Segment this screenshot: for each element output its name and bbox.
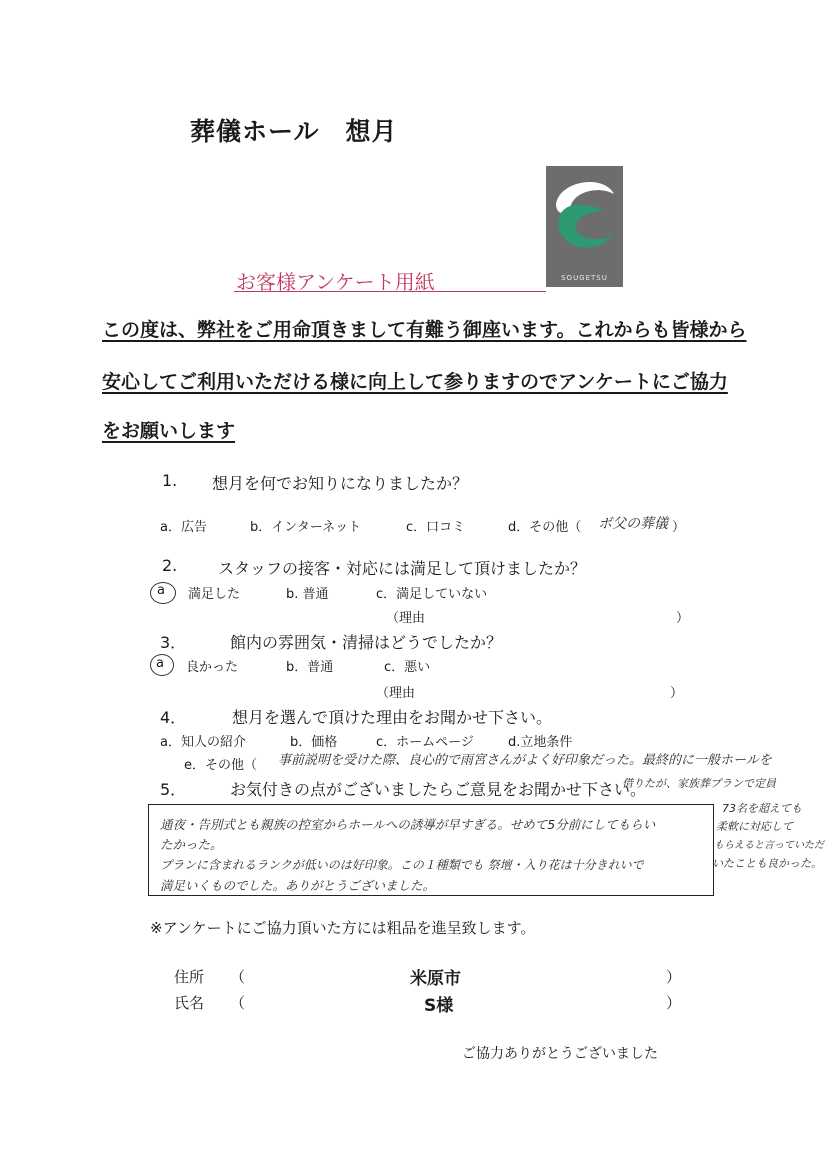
q2-number: 2. [162, 556, 178, 575]
q2-reason-label: （理由 [386, 611, 426, 626]
address-close: ） [666, 968, 682, 986]
q3-option-b[interactable]: b．普通 [286, 660, 334, 675]
q1-option-d[interactable]: d．その他（ [508, 520, 582, 535]
intro-line-1: この度は、弊社をご用命頂きまして有難う御座います。これからも皆様から [102, 319, 747, 341]
q4-option-b[interactable]: b．価格 [290, 735, 338, 750]
q4-number: 4． [160, 708, 187, 727]
name-value[interactable]: S様 [424, 996, 454, 1016]
q4-handwritten-continued: 借りたが、家族葬プランで定員 [622, 777, 776, 790]
q4-option-e[interactable]: e．その他（ [184, 758, 257, 773]
q3-text: 館内の雰囲気・清掃はどうでしたか？ [230, 633, 503, 652]
crescent-logo-icon [546, 166, 623, 287]
name-close: ） [666, 994, 682, 1012]
comment-line-1: 通夜・告別式とも親族の控室からホールへの誘導が早すぎる。せめて5分前にしてもらい [160, 817, 656, 832]
form-subtitle: お客様アンケート用紙 [236, 270, 435, 294]
q1-option-c[interactable]: c．口コミ [406, 520, 466, 535]
q3-option-a[interactable]: a [156, 656, 164, 671]
q4-text: 想月を選んで頂けた理由をお聞かせ下さい。 [232, 708, 553, 727]
intro-line-2: 安心してご利用いただける様に向上して参りますのでアンケートにご協力 [102, 371, 728, 393]
company-logo [546, 166, 623, 287]
comment-line-3: プランに含まれるランクが低いのは好印象。この１種類でも 祭壇・入り花は十分きれいで [160, 858, 644, 872]
q3-reason-close: ） [670, 686, 684, 701]
q1-text: 想月を何でお知りになりましたか？ [212, 474, 469, 493]
q5-text: お気付きの点がございましたらご意見をお聞かせ下さい。 [230, 780, 647, 799]
q3-option-a-label: 良かった [186, 660, 239, 675]
q4-option-c[interactable]: c．ホームページ [376, 735, 474, 750]
q3-reason-label: （理由 [376, 686, 416, 701]
name-open: （ [230, 994, 246, 1012]
logo-brand-text: SOUGETSU [561, 274, 608, 282]
address-label: 住所 [174, 968, 205, 986]
side-note-line-1: 73名を超えても [722, 802, 802, 815]
q2-option-a[interactable]: a [157, 583, 165, 598]
q5-number: 5． [160, 780, 187, 799]
q4-option-a[interactable]: a．知人の紹介 [160, 735, 246, 750]
comment-line-2: たかった。 [160, 837, 223, 852]
side-note-line-2: 柔軟に対応して [716, 820, 793, 833]
q1-handwritten-answer: ボ父の葬儀 [598, 516, 668, 532]
address-value[interactable]: 米原市 [410, 969, 461, 989]
side-note-line-3: もらえると言っていただ [714, 840, 824, 851]
q3-option-c[interactable]: c．悪い [384, 660, 431, 675]
q4-option-d[interactable]: d.立地条件 [508, 735, 573, 750]
name-label: 氏名 [174, 994, 205, 1012]
q1-option-a[interactable]: a．広告 [160, 520, 207, 535]
intro-line-3: をお願いします [102, 420, 236, 442]
q4-handwritten-answer: 事前説明を受けた際、良心的で雨宮さんがよく好印象だった。最終的に一般ホールを [278, 753, 772, 768]
gift-note: ※アンケートにご協力頂いた方には粗品を進呈致します。 [150, 919, 536, 937]
q2-option-a-label: 満足した [188, 587, 241, 602]
subtitle-underline [234, 291, 546, 292]
q1-number: 1. [162, 471, 178, 490]
side-note-line-4: いたことも良かった。 [712, 857, 822, 870]
address-open: （ [230, 968, 246, 986]
page-title: 葬儀ホール 想月 [190, 117, 398, 146]
q2-text: スタッフの接客・対応には満足して頂けましたか？ [218, 559, 587, 578]
q3-number: 3． [160, 633, 187, 652]
q1-option-d-close: ） [672, 520, 686, 535]
q2-option-c[interactable]: c．満足していない [376, 587, 488, 602]
comment-line-4: 満足いくものでした。ありがとうございました。 [160, 878, 436, 893]
q2-option-b[interactable]: b. 普通 [286, 587, 329, 602]
q1-option-b[interactable]: b．インターネット [250, 520, 362, 535]
q2-reason-close: ） [676, 611, 690, 626]
closing-message: ご協力ありがとうございました [462, 1046, 658, 1062]
